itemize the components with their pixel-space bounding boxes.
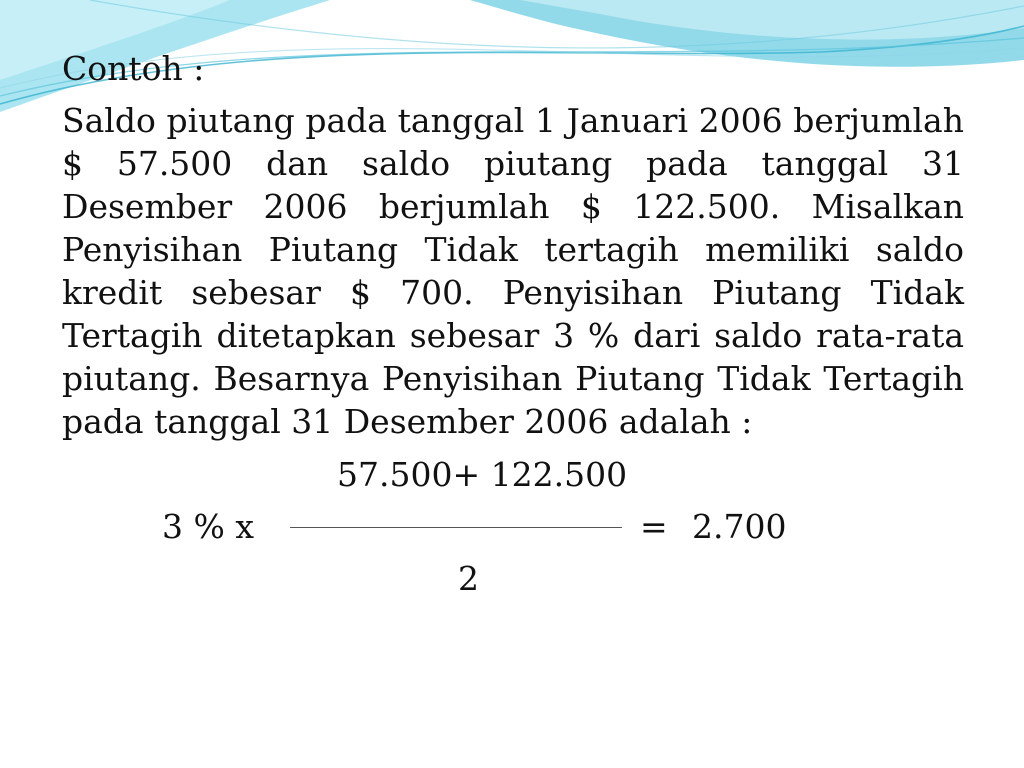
formula-numerator: 57.500+ 122.500: [337, 455, 628, 494]
formula-result: 2.700: [692, 507, 787, 546]
slide-heading: Contoh :: [62, 49, 205, 88]
fraction-bar: [290, 527, 622, 528]
formula-denominator: 2: [458, 559, 479, 598]
equals-sign: =: [640, 507, 668, 546]
formula-multiplier: 3 % x: [162, 507, 254, 546]
example-paragraph: Saldo piutang pada tanggal 1 Januari 2006 berjumlah $ 57.500 dan saldo piutang pada tanggal 31 Desember 2006 berjumlah $ 122.500. Misalkan Penyisihan Piutang Tidak tertagih memiliki saldo kredit sebesar $ 700. Penyisihan Piutang Tidak Tertagih ditetapkan sebesar 3 % dari saldo rata-rata piutang. Besarnya Penyisihan Piutang Tidak Tertagih pada tanggal 31 Desember 2006 adalah :: [62, 101, 964, 441]
